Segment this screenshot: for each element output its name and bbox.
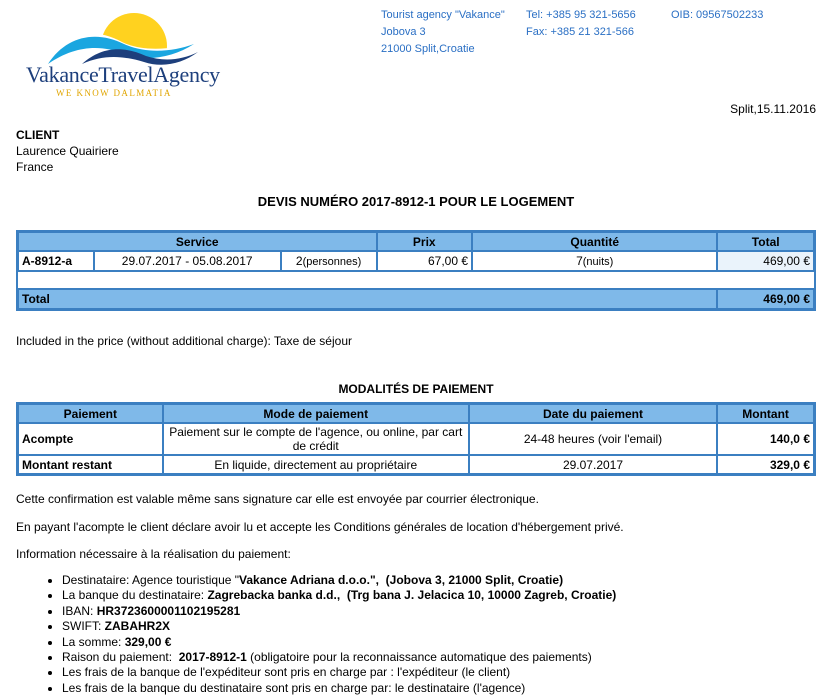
- logo-tagline: WE KNOW DALMATIA: [56, 88, 172, 98]
- agency-street: Jobova 3: [381, 26, 426, 38]
- table-row: [18, 251, 814, 271]
- client-label: CLIENT: [16, 128, 60, 142]
- qty-count: 7: [576, 254, 583, 268]
- document-date: Split,15.11.2016: [730, 102, 816, 116]
- service-persons: [281, 251, 377, 271]
- header-amount: Montant: [717, 404, 814, 423]
- reason-code: 2017-8912-1: [178, 650, 247, 665]
- service-quantity: [472, 251, 717, 271]
- service-dates: 29.07.2017 - 05.08.2017: [94, 251, 281, 271]
- payment-mode: Paiement sur le compte de l'agence, ou online, par cart de crédit: [163, 423, 469, 455]
- logo-wordmark: VakanceTravelAgency: [26, 62, 220, 87]
- spacer-row: [18, 271, 814, 289]
- header-payment: Paiement: [18, 404, 163, 423]
- included-note: Included in the price (without additional charge): Taxe de séjour: [16, 334, 352, 348]
- recipient-name: Vakance Adriana d.o.o.",: [239, 573, 379, 587]
- payment-title: MODALITÉS DE PAIEMENT: [338, 382, 494, 396]
- reason-label: Raison du paiement:: [62, 650, 176, 665]
- bank-label: La banque du destinataire:: [62, 588, 208, 603]
- client-name: Laurence Quairiere: [16, 144, 119, 158]
- iban-label: IBAN:: [62, 603, 97, 618]
- validity-note: Cette confirmation est valable même sans signature car elle est envoyée par courrier électronique.: [16, 492, 539, 506]
- agency-name: Tourist agency "Vakance": [381, 9, 505, 21]
- terms-note: En payant l'acompte le client déclare avoir lu et accepte les Conditions générales de location d'hébergement privé.: [16, 520, 624, 534]
- swift-value: ZABAHR2X: [104, 619, 171, 634]
- oib-value: OIB: 09567502233: [671, 9, 764, 21]
- table-row: [18, 423, 814, 455]
- quote-title: DEVIS NUMÉRO 2017-8912-1 POUR LE LOGEMENT: [257, 194, 575, 209]
- list-item: [62, 588, 616, 603]
- list-item: [62, 619, 616, 634]
- payment-type: Montant restant: [18, 455, 163, 474]
- list-item: [62, 650, 616, 665]
- agency-city: 21000 Split,Croatie: [381, 43, 475, 55]
- table-row: [18, 455, 814, 474]
- client-block: [16, 127, 119, 175]
- service-total: 469,00 €: [717, 251, 814, 271]
- header-service: Service: [18, 232, 377, 251]
- payment-amount: 140,0 €: [717, 423, 814, 455]
- header-total: Total: [717, 232, 814, 251]
- client-country: France: [16, 160, 54, 174]
- total-value: 469,00 €: [717, 289, 814, 309]
- sender-fees: Les frais de la banque de l'expéditeur sont pris en charge par : l'expéditeur (le client): [62, 665, 511, 680]
- service-code: A-8912-a: [18, 251, 94, 271]
- payment-amount: 329,0 €: [717, 455, 814, 474]
- header-price: Prix: [377, 232, 473, 251]
- agency-contact: [526, 7, 636, 41]
- swift-label: SWIFT:: [62, 619, 105, 634]
- payment-date: 29.07.2017: [469, 455, 717, 474]
- iban-value: HR3723600001102195281: [96, 603, 241, 618]
- payment-table: [16, 402, 816, 476]
- recipient-fees: Les frais de la banque du destinataire sont pris en charge par: le destinataire (l'agence): [62, 680, 526, 695]
- spacer-cell: [18, 271, 814, 289]
- payment-table-header: [18, 404, 814, 423]
- payment-info-intro: Information nécessaire à la réalisation du paiement:: [16, 547, 291, 561]
- total-label: Total: [18, 289, 717, 309]
- list-item: [62, 604, 616, 619]
- total-row: [18, 289, 814, 309]
- payment-type: Acompte: [18, 423, 163, 455]
- list-item: [62, 635, 616, 650]
- header-mode: Mode de paiement: [163, 404, 469, 423]
- sum-value: 329,00 €: [124, 634, 172, 649]
- agency-fax: Fax: +385 21 321-566: [526, 26, 634, 38]
- payment-date: 24-48 heures (voir l'email): [469, 423, 717, 455]
- list-item: [62, 681, 616, 696]
- service-table-header: [18, 232, 814, 251]
- recipient-label: Destinataire: Agence touristique ": [62, 573, 240, 587]
- agency-address: [381, 7, 505, 58]
- service-table: [16, 230, 816, 311]
- agency-logo: [22, 6, 232, 102]
- bank-address: (Trg bana J. Jelacica 10, 10000 Zagreb, Croatie): [346, 588, 617, 603]
- payment-info-list: [46, 573, 616, 696]
- recipient-address: (Jobova 3, 21000 Split, Croatie): [385, 573, 564, 587]
- payment-mode: En liquide, directement au propriétaire: [163, 455, 469, 474]
- list-item: [62, 573, 616, 588]
- persons-count: 2: [295, 254, 303, 268]
- header-quantity: Quantité: [472, 232, 717, 251]
- qty-unit: (nuits): [582, 256, 614, 268]
- header-date: Date du paiement: [469, 404, 717, 423]
- sum-label: La somme:: [62, 634, 125, 649]
- sun-wave-icon: [22, 6, 232, 66]
- agency-phone: Tel: +385 95 321-5656: [526, 9, 636, 21]
- service-price: 67,00 €: [377, 251, 473, 271]
- agency-oib: [671, 7, 763, 24]
- bank-name: Zagrebacka banka d.d.,: [207, 588, 341, 603]
- persons-unit: (personnes): [302, 256, 362, 268]
- list-item: [62, 665, 616, 680]
- reason-note: (obligatoire pour la reconnaissance automatique des paiements): [250, 650, 592, 665]
